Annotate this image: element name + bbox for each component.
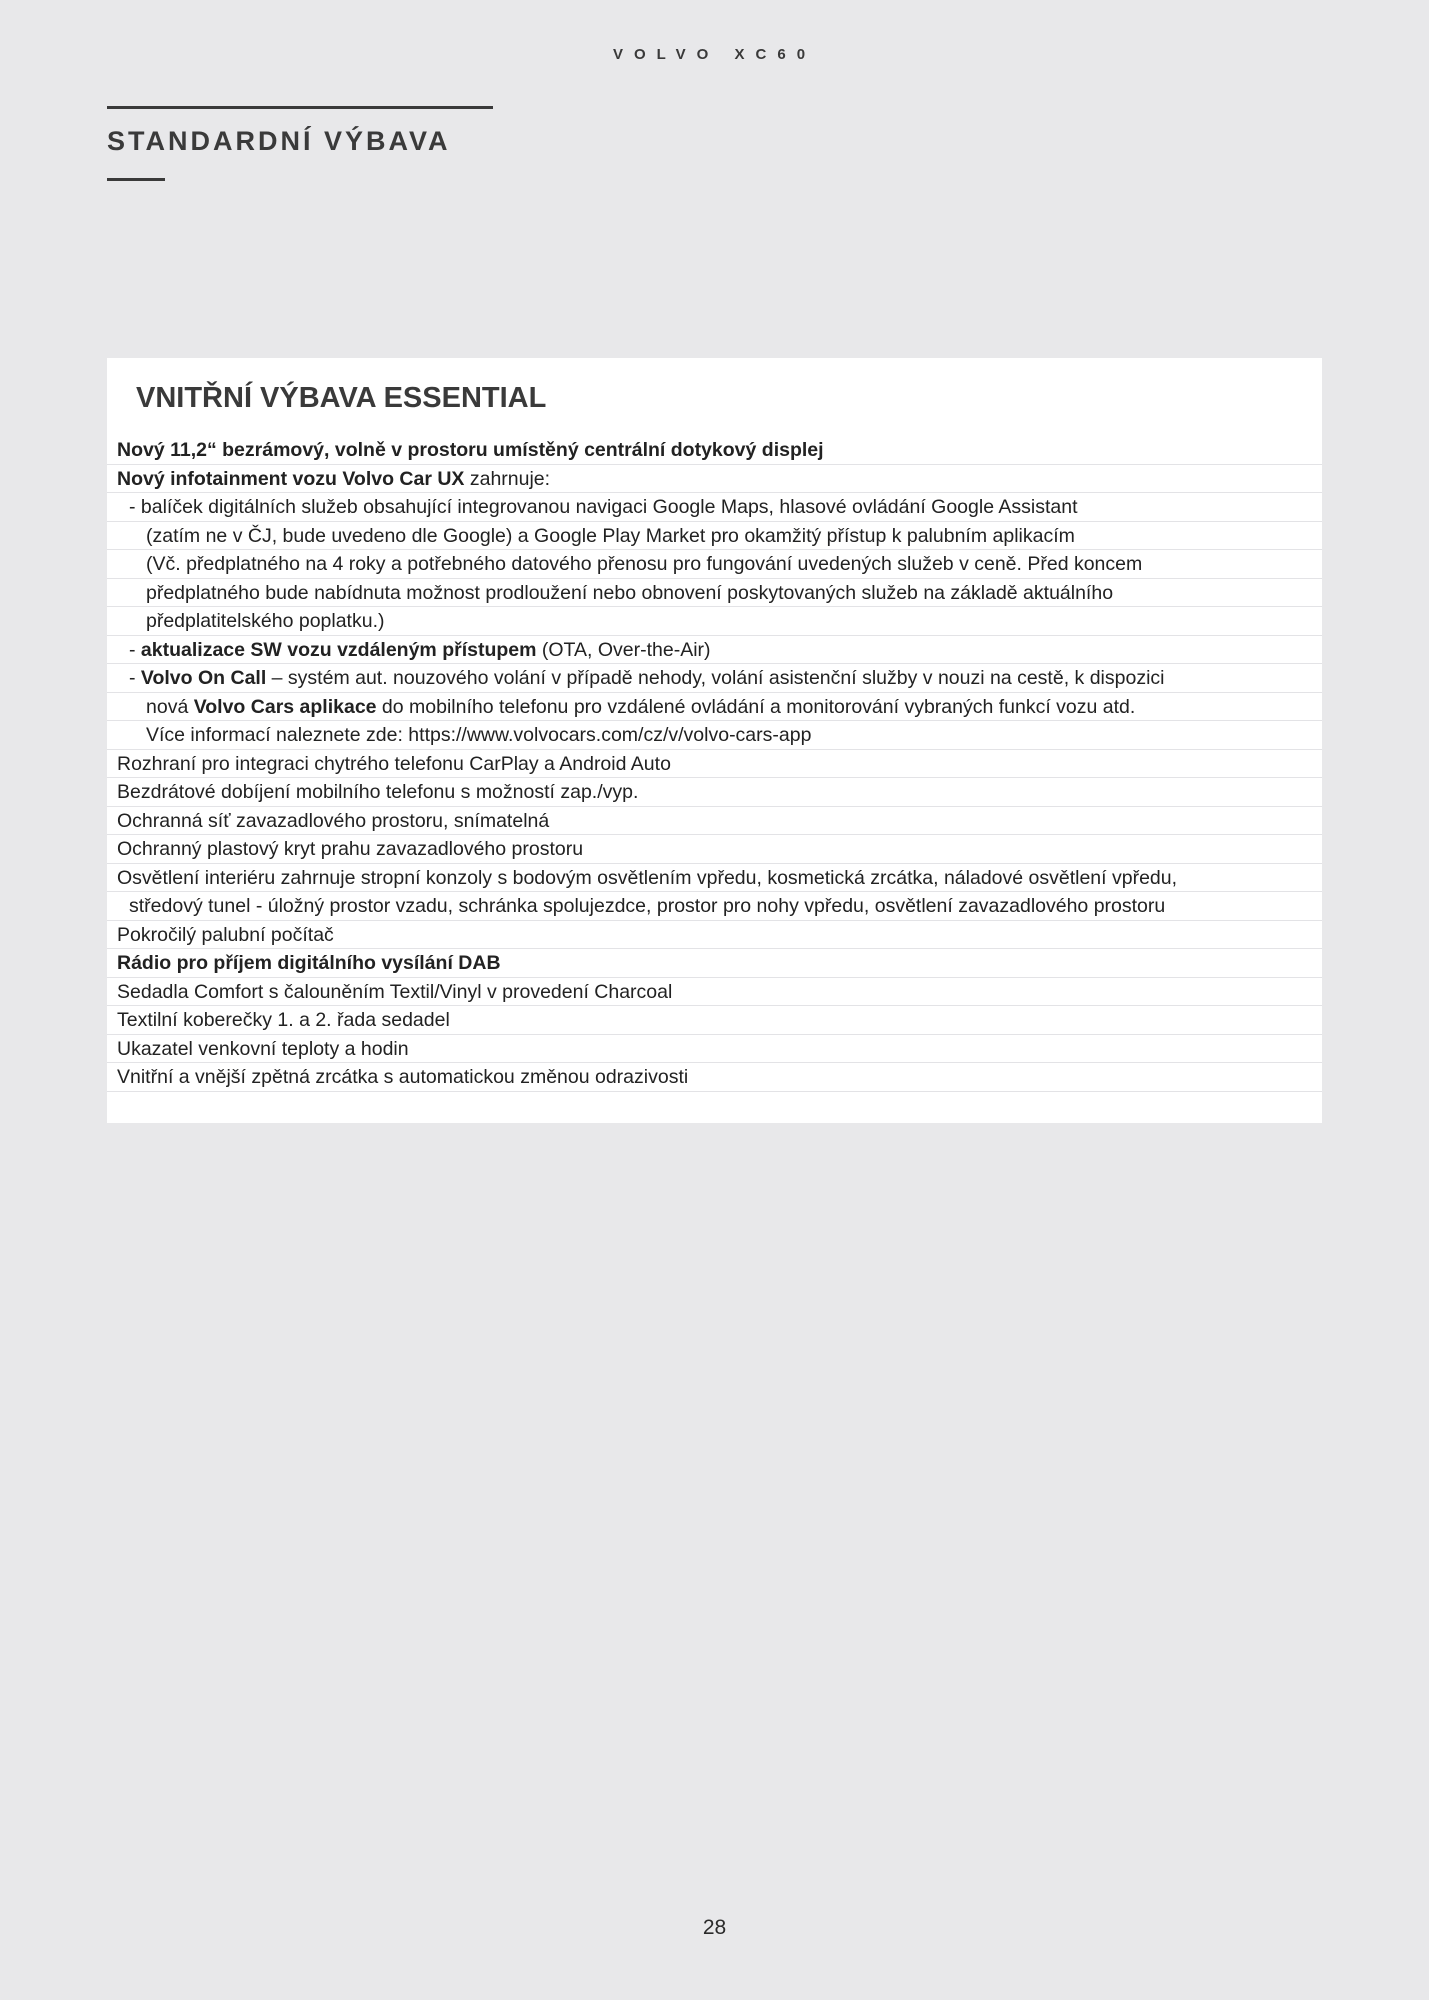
list-item-text: - [129, 638, 141, 661]
list-item: Ochranná síť zavazadlového prostoru, snímatelná [107, 807, 1322, 836]
list-item: (zatím ne v ČJ, bude uvedeno dle Google) a Google Play Market pro okamžitý přístup k palubním aplikacím [107, 522, 1322, 551]
list-item-text: (OTA, Over-the-Air) [536, 638, 711, 661]
list-item: Osvětlení interiéru zahrnuje stropní konzoly s bodovým osvětlením vpředu, kosmetická zrcátka, náladové osvětlení vpředu, [107, 864, 1322, 893]
title-rule-top [107, 106, 493, 109]
list-item [107, 636, 1322, 665]
list-item: Ochranný plastový kryt prahu zavazadlového prostoru [107, 835, 1322, 864]
brand-header: VOLVO XC60 [612, 46, 817, 63]
list-item: Vnitřní a vnější zpětná zrcátka s automatickou změnou odrazivosti [107, 1063, 1322, 1092]
list-item: Více informací naleznete zde: https://www.volvocars.com/cz/v/volvo-cars-app [107, 721, 1322, 750]
list-item [107, 693, 1322, 722]
card-title: VNITŘNÍ VÝBAVA ESSENTIAL [136, 382, 547, 414]
list-item-text: – systém aut. nouzového volání v případě nehody, volání asistenční služby v nouzi na cestě, k dispozici [266, 667, 1165, 689]
list-item-text: - [129, 667, 141, 689]
list-item: Pokročilý palubní počítač [107, 921, 1322, 950]
list-item-text: nová [146, 695, 194, 718]
list-item [107, 664, 1322, 693]
list-item: Sedadla Comfort s čalouněním Textil/Vinyl v provedení Charcoal [107, 978, 1322, 1007]
list-item-text: zahrnuje: [464, 467, 551, 490]
list-item: Nový 11,2“ bezrámový, volně v prostoru umístěný centrální dotykový displej [107, 436, 1322, 465]
page-title: STANDARDNÍ VÝBAVA [107, 126, 451, 156]
list-item-bold: Volvo On Call [140, 667, 267, 689]
list-item: Rádio pro příjem digitálního vysílání DAB [107, 949, 1322, 978]
list-item: předplatitelského poplatku.) [107, 607, 1322, 636]
list-item-bold: aktualizace SW vozu vzdáleným přístupem [140, 638, 537, 661]
list-item: Rozhraní pro integraci chytrého telefonu CarPlay a Android Auto [107, 750, 1322, 779]
equipment-card [107, 358, 1322, 1123]
list-item: předplatného bude nabídnuta možnost prodloužení nebo obnovení poskytovaných služeb na základě aktuálního [107, 579, 1322, 608]
list-item [107, 465, 1322, 494]
list-item: Ukazatel venkovní teploty a hodin [107, 1035, 1322, 1064]
title-rule-short [107, 178, 165, 181]
list-item: Textilní koberečky 1. a 2. řada sedadel [107, 1006, 1322, 1035]
list-item: středový tunel - úložný prostor vzadu, schránka spolujezdce, prostor pro nohy vpředu, osvětlení zavazadlového prostoru [107, 892, 1322, 921]
list-item: (Vč. předplatného na 4 roky a potřebného datového přenosu pro fungování uvedených služeb v ceně. Před koncem [107, 550, 1322, 579]
list-item-bold: Volvo Cars aplikace [193, 695, 377, 718]
page-number: 28 [702, 1916, 727, 1939]
list-item-text: do mobilního telefonu pro vzdálené ovládání a monitorování vybraných funkcí vozu atd. [376, 695, 1136, 718]
equipment-list [107, 436, 1322, 1092]
list-item: - balíček digitálních služeb obsahující integrovanou navigaci Google Maps, hlasové ovládání Google Assistant [107, 493, 1322, 522]
list-item-bold: Nový infotainment vozu Volvo Car UX [117, 467, 465, 490]
list-item: Bezdrátové dobíjení mobilního telefonu s možností zap./vyp. [107, 778, 1322, 807]
